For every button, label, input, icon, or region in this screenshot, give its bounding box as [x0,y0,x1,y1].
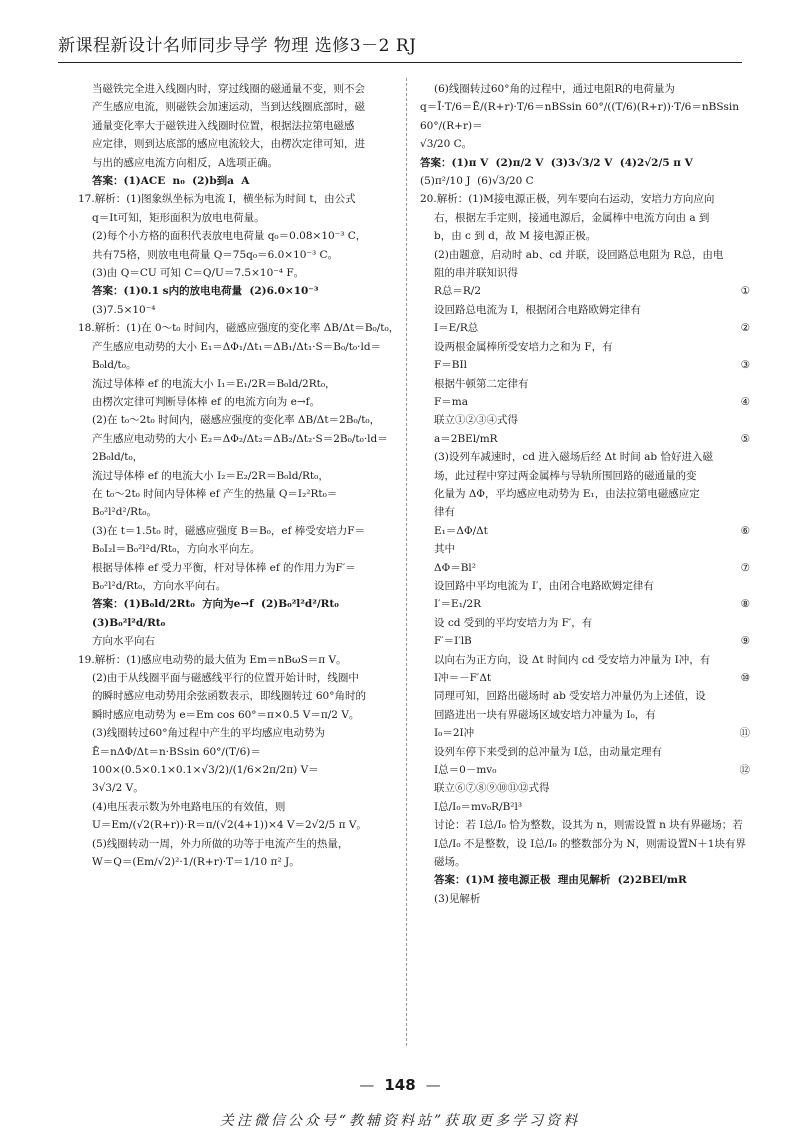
text-line: (3)见解析 [434,892,481,905]
equation-number: ⑥ [740,524,750,537]
text-line: 联立⑥⑦⑧⑨⑩⑪⑫式得 [434,782,550,795]
equation-text: F＝BIl [434,359,468,372]
text-line: 流过导体棒 ef 的电流大小 I₂＝E₂/2R＝B₀ld/Rt₀， [92,469,329,482]
equation-number: ④ [740,395,750,408]
text-line: B₀²l²d/Rt₀，方向水平向右。 [92,579,227,592]
text-line: 在 t₀～2t₀ 时间内导体棒 ef 产生的热量 Q＝I₂²Rt₀＝ [92,487,338,500]
text-line: 方向水平向右 [92,635,155,648]
equation-text: a＝2BEl/mR [434,432,498,445]
answer-line: 答案：(1)M 接电源正极 理由见解析 (2)2BEl/mR [434,874,687,887]
answer-line: 答案：(1)B₀ld/2Rt₀ 方向为e→f (2)B₀²l²d²/Rt₀ (3)B₀²l²d/Rt₀ [92,598,347,629]
text-line: (3)7.5×10⁻⁴ [92,303,156,316]
text-line: 流过导体棒 ef 的电流大小 I₁＝E₁/2R＝B₀ld/2Rt₀， [92,377,336,390]
answer-line: 答案：(1)π V (2)π/2 V (3)3√3/2 V (4)2√2/5 π V [420,156,693,169]
page-header [58,30,742,63]
dash-left: — [359,1076,375,1094]
equation-text: F＝ma [434,395,469,408]
text-line: I总/I₀＝mv₀R/B²l³ [434,800,523,813]
text-line: 产生感应电动势的大小 E₂＝ΔΦ₂/Δt₂＝ΔB₂/Δt₂·S＝2B₀/t₀·ld＝ [92,432,388,445]
equation-line [420,632,750,650]
text-line: B₀I₂l＝B₀²l²d/Rt₀，方向水平向左。 [92,543,261,556]
equation-line [420,669,750,687]
text-line: 场，此过程中穿过两金属棒与导轨所围回路的磁通量的变 [434,469,697,482]
equation-number: ⑦ [740,561,750,574]
equation-line [420,724,750,742]
equation-number: ⑪ [739,727,750,740]
text-line: 由楞次定律可判断导体棒 ef 的电流方向为 e→f。 [92,395,321,408]
text-line: (6)线圈转过60°角的过程中，通过电阻R的电荷量为 [434,83,675,95]
page-number-box [0,1076,800,1094]
equation-line [420,430,750,448]
text-line: 右，根据左手定则，接通电源后，金属棒中电流方向由 a 到 [434,211,710,224]
text-line: (3)在 t＝1.5t₀ 时，磁感应强度 B＝B₀，ef 棒受安培力F＝ [92,524,366,537]
text-line: 联立①②③④式得 [434,414,518,427]
page-number: 148 [384,1076,416,1094]
text-line: 当磁铁完全进入线圈内时，穿过线圈的磁通量不变，则不会 [92,83,365,95]
text-line: 设列车停下来受到的总冲量为 I总，由动量定理有 [434,745,662,758]
text-line: W＝Q＝(Em/√2)²·1/(R+r)·T＝1/10 π² J。 [92,856,300,869]
answer-line: 答案：(1)ACE n₀ (2)b到a A [92,175,250,188]
equation-number: ⑨ [740,635,750,648]
equation-line [420,595,750,613]
left-column [78,80,406,871]
text-line: 设回路中平均电流为 I′，由闭合电路欧姆定律有 [434,579,654,592]
footer-note: 关注微信公众号“教辅资料站”获取更多学习资料 [219,1113,581,1129]
text-line: 磁场。 [434,856,466,869]
text-line: 阻的串并联知识得 [434,267,518,280]
equation-line [420,522,750,540]
text-line: (3)线圈转过60°角过程中产生的平均感应电动势为 [92,727,325,740]
text-line: b，由 c 到 d，故 M 接电源正极。 [434,230,597,243]
text-line: 共有75格，则放电电荷量 Q＝75q₀＝6.0×10⁻³ C。 [92,248,339,261]
text-line: q＝It可知，矩形面积为放电电荷量。 [92,211,265,224]
text-line: I总/I₀ 不是整数，设 I总/I₀ 的整数部分为 N，则需设置N＋1块有界 [434,837,746,850]
text-line: 同理可知，回路出磁场时 ab 受安培力冲量仍为上述值，设 [434,690,706,703]
text-line: 其中 [434,543,455,556]
text-line: 产生感应电流，则磁铁会加速运动，当到达线圈底部时，磁 [92,101,365,114]
text-line: (3)由 Q＝CU 可知 C＝Q/U＝7.5×10⁻⁴ F。 [92,267,305,280]
equation-line [420,393,750,411]
equation-number: ⑧ [740,598,750,611]
equation-line [420,319,750,337]
text-line: U＝Em/(√2(R+r))·R＝π/(√2(4+1))×4 V＝2√2/5 π V。 [92,819,367,832]
text-line: Ē＝nΔΦ/Δt＝n·BSsin 60°/(T/6)＝100×(0.5×0.1×0.1×√3/2)/(1/6×2π/2π) V＝ [92,745,319,777]
text-line: (5)π²/10 J (6)√3/20 C [420,175,534,188]
text-line: (3)设列车减速时，cd 进入磁场后经 Δt 时间 ab 恰好进入磁 [434,451,713,464]
equation-text: I冲＝－F′Δt [434,672,492,684]
equation-text: I₀＝2I冲 [434,727,475,740]
text-line: 2B₀ld/t₀， [92,451,144,464]
equation-text: ΔΦ＝Bl² [434,561,476,574]
text-line: 与出的感应电流方向相反，A选项正确。 [92,156,279,169]
equation-line [420,282,750,300]
equation-text: I′＝E₁/2R [434,598,482,611]
text-line: 根据牛顿第二定律有 [434,377,529,390]
column-divider [406,78,407,1046]
equation-line [420,559,750,577]
text-line: 以向右为正方向，设 Δt 时间内 cd 受安培力冲量为 I冲，有 [434,653,711,666]
equation-number: ⑫ [739,764,750,777]
text-line: 根据导体棒 ef 受力平衡，杆对导体棒 ef 的作用力为F′＝ [92,561,356,574]
text-line: 17.解析：(1)图象纵坐标为电流 I，横坐标为时间 t，由公式 [78,193,356,206]
equation-text: I＝E/R总 [434,322,479,335]
text-line: B₀²l²d²/Rt₀。 [92,506,158,519]
equation-line [420,761,750,779]
text-line: 产生感应电动势的大小 E₁＝ΔΦ₁/Δt₁＝ΔB₁/Δt₁·S＝B₀/t₀·ld＝B₀ld/t₀。 [92,340,382,372]
text-line: (2)由题意，启动时 ab、cd 并联，设回路总电阻为 R总，由电 [434,248,724,261]
text-line: 设两根金属棒所受安培力之和为 F，有 [434,340,613,353]
text-line: (4)电压表示数为外电路电压的有效值，则 [92,800,286,813]
text-line: q＝Ī·T/6＝Ē/(R+r)·T/6＝nBSsin 60°/((T/6)(R+r))·T/6＝nBSsin 60°/(R+r)＝ [420,101,743,132]
text-line: (2)由于从线圈平面与磁感线平行的位置开始计时，线圈中 [92,672,359,684]
text-line: 设 cd 受到的平均安培力为 F′，有 [434,616,593,629]
text-line: 19.解析：(1)感应电动势的最大值为 Em＝nBωS＝π V。 [78,653,347,666]
equation-text: F′＝I′lB [434,635,472,648]
equation-number: ⑤ [740,432,750,445]
text-line: (5)线圈转动一周，外力所做的功等于电流产生的热量， [92,837,349,850]
text-line: 通量变化率大于磁铁进入线圈时位置，根据法拉第电磁感 [92,119,355,132]
equation-number: ③ [740,359,750,372]
equation-line [420,356,750,374]
text-line: 瞬时感应电动势为 e＝Em cos 60°＝π×0.5 V＝π/2 V。 [92,708,360,721]
equation-text: E₁＝ΔΦ/Δt [434,524,488,537]
text-line: 应定律，则到达底部的感应电流较大，由楞次定律可知，进 [92,138,365,151]
equation-number: ② [740,322,750,335]
equation-text: I总＝0－mv₀ [434,764,497,777]
text-line: 律有 [434,506,455,519]
right-column [420,80,750,908]
text-line: 化量为 ΔΦ，平均感应电动势为 E₁，由法拉第电磁感应定 [434,487,700,500]
answer-line: 答案：(1)0.1 s内的放电电荷量 (2)6.0×10⁻³ [92,285,319,298]
text-line: (2)在 t₀～2t₀ 时间内，磁感应强度的变化率 ΔB/Δt＝2B₀/t₀， [92,414,381,427]
text-line: 18.解析：(1)在 0～t₀ 时间内，磁感应强度的变化率 ΔB/Δt＝B₀/t₀， [78,322,400,335]
dash-right: — [425,1076,441,1094]
text-line: 3√3/2 V。 [92,782,144,795]
text-line: √3/20 C。 [420,138,473,151]
text-line: 讨论：若 I总/I₀ 恰为整数，设其为 n，则需设置 n 块有界磁场；若 [434,819,743,832]
header-title: 新课程新设计名师同步导学 物理 选修3－2 RJ [58,36,417,56]
text-line: 设回路总电流为 I，根据闭合电路欧姆定律有 [434,303,641,316]
text-line: 的瞬时感应电动势用余弦函数表示，即线圈转过 60°角时的 [92,690,366,703]
equation-number: ⑩ [740,672,750,684]
text-line: (2)每个小方格的面积代表放电电荷量 q₀＝0.08×10⁻³ C， [92,230,367,243]
equation-number: ① [740,285,750,298]
text-line: 20.解析：(1)M接电源正极，列车要向右运动，安培力方向应向 [420,193,715,206]
text-line: 回路进出一块有界磁场区域安培力冲量为 I₀，有 [434,708,656,721]
equation-text: R总＝R/2 [434,285,482,298]
